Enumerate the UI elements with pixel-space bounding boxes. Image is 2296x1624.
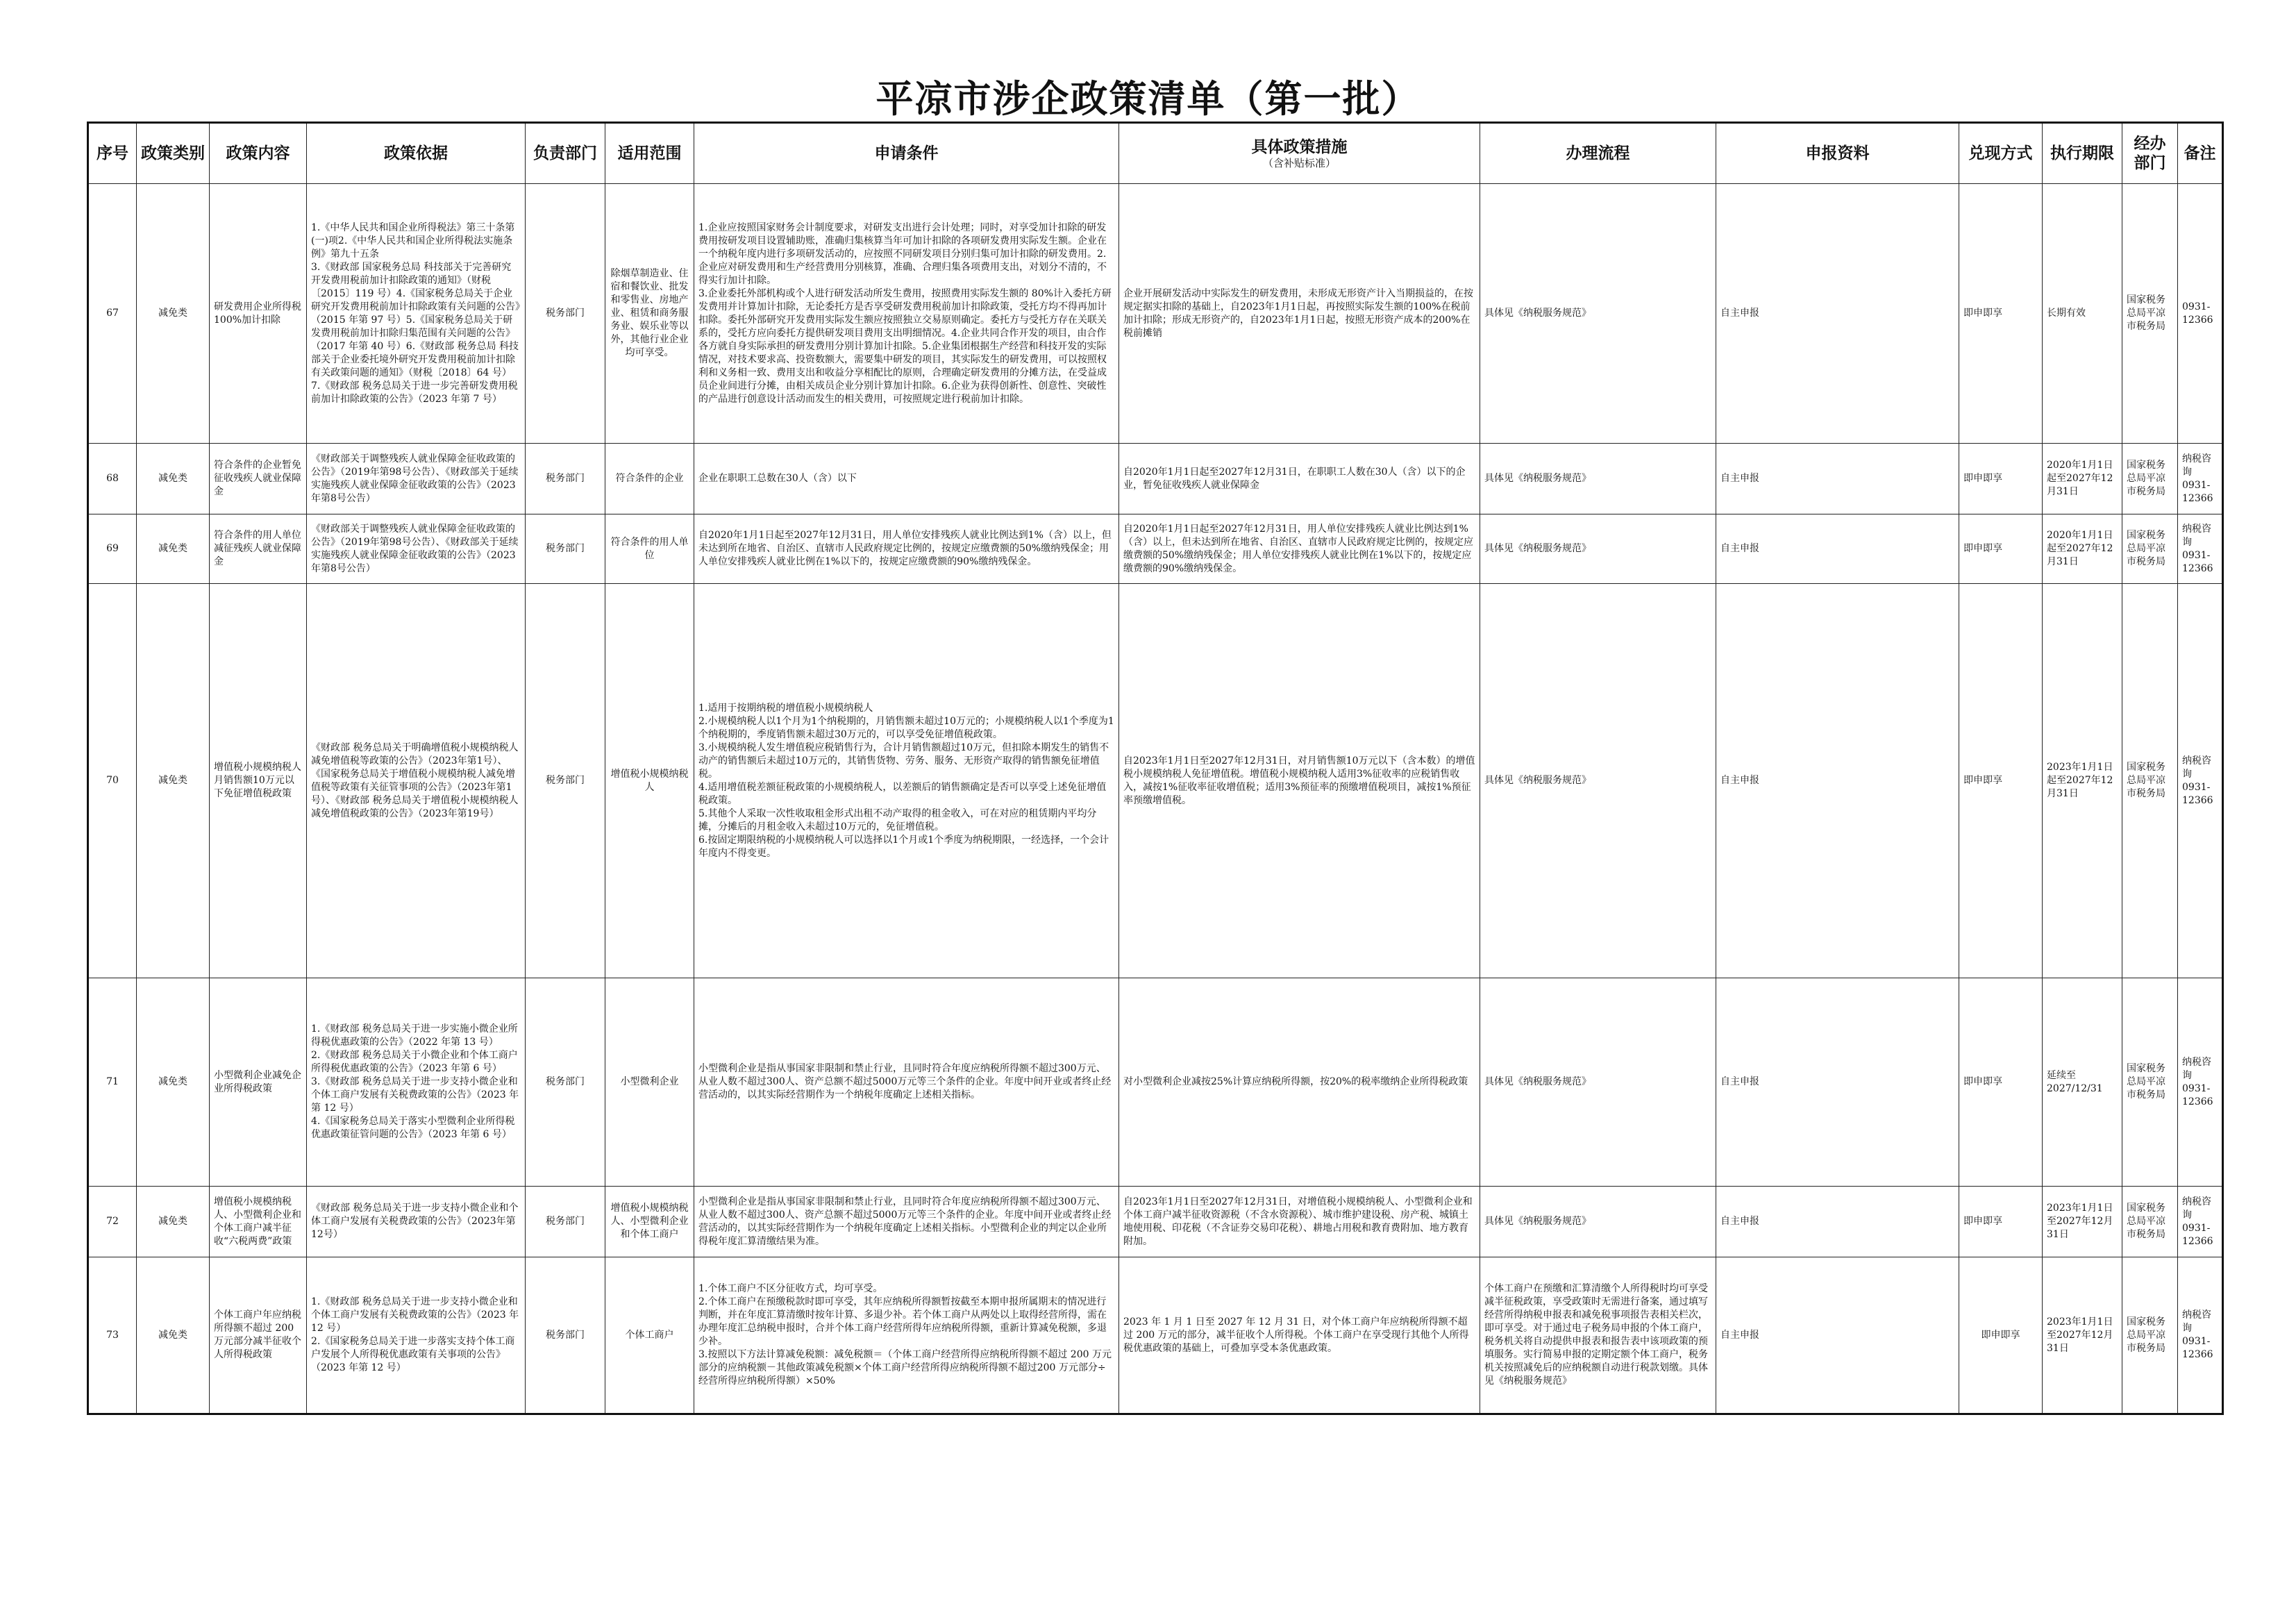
cell-note: 0931-12366 xyxy=(2178,184,2223,444)
cell-category: 减免类 xyxy=(137,444,210,514)
cell-period: 2023年1月1日起至2027年12月31日 xyxy=(2043,584,2122,978)
policy-table xyxy=(87,122,2224,1415)
cell-method: 即申即享 xyxy=(1959,184,2043,444)
cell-content: 研发费用企业所得税100%加计扣除 xyxy=(210,184,307,444)
cell-agency: 国家税务总局平凉市税务局 xyxy=(2122,444,2178,514)
col-header: 政策内容 xyxy=(210,123,307,184)
col-header: 兑现方式 xyxy=(1959,123,2043,184)
cell-materials: 自主申报 xyxy=(1716,184,1959,444)
cell-basis: 1.《财政部 税务总局关于进一步支持小微企业和个体工商户发展有关税费政策的公告》（2023 年 12 号） 2.《国家税务总局关于进一步落实支持个体工商户发展个人所得税优惠政策有关事项的公告》（2023 年第 12 号） xyxy=(307,1257,526,1414)
cell-condition: 1.个体工商户不区分征收方式，均可享受。 2.个体工商户在预缴税款时即可享受，其年应纳税所得额暂按截至本期申报所属期末的情况进行判断，并在年度汇算清缴时按年计算、多退少补。若个体工商户从两处以上取得经营所得，需在办理年度汇总纳税申报时，合并个体工商户经营所得年应纳税所得额，重新计算减免税额，多退少补。 3.按照以下方法计算减免税额：减免税额＝（个体工商户经营所得应纳税所得额不超过 200 万元部分的应纳税额－其他政策减免税额×个体工商户经营所得应纳税所得额不超过200 万元部分÷经营所得应纳税所得额）×50% xyxy=(694,1257,1119,1414)
cell-note: 纳税咨询0931-12366 xyxy=(2178,978,2223,1187)
cell-materials: 自主申报 xyxy=(1716,978,1959,1187)
cell-note: 纳税咨询0931-12366 xyxy=(2178,514,2223,584)
cell-condition: 小型微利企业是指从事国家非限制和禁止行业，且同时符合年度应纳税所得额不超过300万元、从业人数不超过300人、资产总额不超过5000万元等三个条件的企业。年度中间开业或者终止经营活动的，以其实际经营期作为一个纳税年度确定上述相关指标。 xyxy=(694,978,1119,1187)
cell-basis: 《财政部关于调整残疾人就业保障金征收政策的公告》（2019年第98号公告）、《财政部关于延续实施残疾人就业保障金征收政策的公告》（2023年第8号公告） xyxy=(307,514,526,584)
cell-scope: 符合条件的用人单位 xyxy=(605,514,694,584)
cell-process: 个体工商户在预缴和汇算清缴个人所得税时均可享受减半征税政策，享受政策时无需进行备案，通过填写经营所得纳税申报表和减免税事项报告表相关栏次，即可享受。对于通过电子税务局申报的个体工商户，税务机关将自动提供申报表和报告表中该项政策的预填服务。实行简易申报的定期定额个体工商户，税务机关按照减免后的应纳税额自动进行税款划缴。具体见《纳税服务规范》 xyxy=(1480,1257,1716,1414)
col-header: 序号 xyxy=(88,123,137,184)
cell-process: 具体见《纳税服务规范》 xyxy=(1480,444,1716,514)
cell-agency: 国家税务总局平凉市税务局 xyxy=(2122,184,2178,444)
cell-dept: 税务部门 xyxy=(526,444,605,514)
cell-condition: 1.企业应按照国家财务会计制度要求，对研发支出进行会计处理；同时，对享受加计扣除的研发费用按研发项目设置辅助账，准确归集核算当年可加计扣除的各项研发费用实际发生额。企业在一个纳税年度内进行多项研发活动的，应按照不同研发项目分别归集可加计扣除的研发费用。2.企业应对研发费用和生产经营费用分别核算，准确、合理归集各项费用支出，对划分不清的，不得实行加计扣除。 3.企业委托外部机构或个人进行研发活动所发生费用，按照费用实际发生额的 80%计入委托方研发费用并计算加计扣除，无论委托方是否享受研发费用税前加计扣除政策，受托方均不得再加计扣除。委托外部研究开发费用实际发生额应按照独立交易原则确定。委托方与受托方存在关联关系的，受托方应向委托方提供研发项目费用支出明细情况。4.企业共同合作开发的项目，由合作各方就自身实际承担的研发费用分别计算加计扣除。5.企业集团根据生产经营和科技开发的实际情况，对技术要求高、投资数额大，需要集中研发的项目，其实际发生的研发费用，可以按照权利和义务相一致、费用支出和收益分享相配比的原则，合理确定研发费用的分摊方法，在受益成员企业间进行分摊，由相关成员企业分别计算加计扣除。6.企业为获得创新性、创意性、突破性的产品进行创意设计活动而发生的相关费用，可按照规定进行税前加计扣除。 xyxy=(694,184,1119,444)
cell-scope: 增值税小规模纳税人 xyxy=(605,584,694,978)
table-row xyxy=(88,1257,2223,1414)
cell-method: 即申即享 xyxy=(1959,444,2043,514)
cell-no: 73 xyxy=(88,1257,137,1414)
cell-measure: 2023 年 1 月 1 日至 2027 年 12 月 31 日，对个体工商户年应纳税所得额不超过 200 万元的部分，减半征收个人所得税。个体工商户在享受现行其他个人所得税优惠政策的基础上，可叠加享受本条优惠政策。 xyxy=(1119,1257,1480,1414)
cell-materials: 自主申报 xyxy=(1716,584,1959,978)
cell-process: 具体见《纳税服务规范》 xyxy=(1480,184,1716,444)
cell-process: 具体见《纳税服务规范》 xyxy=(1480,978,1716,1187)
header-row xyxy=(88,123,2223,184)
col-header: 办理流程 xyxy=(1480,123,1716,184)
col-header: 执行期限 xyxy=(2043,123,2122,184)
cell-note: 纳税咨询0931-12366 xyxy=(2178,1257,2223,1414)
cell-scope: 个体工商户 xyxy=(605,1257,694,1414)
cell-method: 即申即享 xyxy=(1959,514,2043,584)
document-title: 平凉市涉企政策清单（第一批） xyxy=(875,76,1421,121)
cell-period: 延续至2027/12/31 xyxy=(2043,978,2122,1187)
cell-period: 2020年1月1日起至2027年12月31日 xyxy=(2043,444,2122,514)
table-row xyxy=(88,1187,2223,1257)
cell-basis: 《财政部 税务总局关于明确增值税小规模纳税人减免增值税等政策的公告》（2023年第1号）、《国家税务总局关于增值税小规模纳税人减免增值税等政策有关征管事项的公告》（2023年第1号）、《财政部 税务总局关于增值税小规模纳税人减免增值税政策的公告》（2023年第19号） xyxy=(307,584,526,978)
cell-note: 纳税咨询0931-12366 xyxy=(2178,1187,2223,1257)
cell-agency: 国家税务总局平凉市税务局 xyxy=(2122,584,2178,978)
table-row xyxy=(88,184,2223,444)
cell-process: 具体见《纳税服务规范》 xyxy=(1480,584,1716,978)
col-header: 政策依据 xyxy=(307,123,526,184)
cell-content: 增值税小规模纳税人、小型微利企业和个体工商户减半征收“六税两费”政策 xyxy=(210,1187,307,1257)
cell-dept: 税务部门 xyxy=(526,1187,605,1257)
cell-condition: 1.适用于按期纳税的增值税小规模纳税人 2.小规模纳税人以1个月为1个纳税期的，月销售额未超过10万元的；小规模纳税人以1个季度为1个纳税期的，季度销售额未超过30万元的，可以享受免征增值税政策。 3.小规模纳税人发生增值税应税销售行为，合计月销售额超过10万元，但扣除本期发生的销售不动产的销售额后未超过10万元的，其销售货物、劳务、服务、无形资产取得的销售额免征增值税。 4.适用增值税差额征税政策的小规模纳税人，以差额后的销售额确定是否可以享受上述免征增值税政策。 5.其他个人采取一次性收取租金形式出租不动产取得的租金收入，可在对应的租赁期内平均分摊，分摊后的月租金收入未超过10万元的，免征增值税。 6.按固定期限纳税的小规模纳税人可以选择以1个月或1个季度为纳税期限，一经选择，一个会计年度内不得变更。 xyxy=(694,584,1119,978)
cell-method: 即申即享 xyxy=(1959,584,2043,978)
cell-scope: 增值税小规模纳税人、小型微利企业和个体工商户 xyxy=(605,1187,694,1257)
cell-category: 减免类 xyxy=(137,1187,210,1257)
cell-method: 即申即享 xyxy=(1959,1187,2043,1257)
cell-dept: 税务部门 xyxy=(526,978,605,1187)
col-header: 适用范围 xyxy=(605,123,694,184)
cell-measure: 企业开展研发活动中实际发生的研发费用，未形成无形资产计入当期损益的，在按规定据实扣除的基础上，自2023年1月1日起，再按照实际发生额的100%在税前加计扣除；形成无形资产的，自2023年1月1日起，按照无形资产成本的200%在税前摊销 xyxy=(1119,184,1480,444)
cell-no: 67 xyxy=(88,184,137,444)
cell-period: 2023年1月1日至2027年12月31日 xyxy=(2043,1257,2122,1414)
cell-materials: 自主申报 xyxy=(1716,1257,1959,1414)
cell-measure: 自2023年1月1日至2027年12月31日，对月销售额10万元以下（含本数）的增值税小规模纳税人免征增值税。增值税小规模纳税人适用3%征收率的应税销售收入，减按1%征收率征收增值税；适用3%预征率的预缴增值税项目，减按1%预征率预缴增值税。 xyxy=(1119,584,1480,978)
cell-basis: 《财政部 税务总局关于进一步支持小微企业和个体工商户发展有关税费政策的公告》（2023年第12号） xyxy=(307,1187,526,1257)
col-header: 备注 xyxy=(2178,123,2223,184)
cell-category: 减免类 xyxy=(137,184,210,444)
cell-no: 69 xyxy=(88,514,137,584)
col-header: 具体政策措施 （含补贴标准） xyxy=(1119,123,1480,184)
cell-period: 2023年1月1日至2027年12月31日 xyxy=(2043,1187,2122,1257)
cell-method: 即申即享 xyxy=(1959,978,2043,1187)
cell-basis: 1.《财政部 税务总局关于进一步实施小微企业所得税优惠政策的公告》（2022 年第 13 号） 2.《财政部 税务总局关于小微企业和个体工商户所得税优惠政策的公告》（2023 年第 6 号） 3.《财政部 税务总局关于进一步支持小微企业和个体工商户发展有关税费政策的公告》（2023 年第 12 号） 4.《国家税务总局关于落实小型微利企业所得税优惠政策征管问题的公告》（2023 年第 6 号） xyxy=(307,978,526,1187)
col-header: 政策类别 xyxy=(137,123,210,184)
cell-dept: 税务部门 xyxy=(526,514,605,584)
cell-no: 72 xyxy=(88,1187,137,1257)
table-row xyxy=(88,978,2223,1187)
cell-agency: 国家税务总局平凉市税务局 xyxy=(2122,1257,2178,1414)
cell-period: 2020年1月1日起至2027年12月31日 xyxy=(2043,514,2122,584)
cell-dept: 税务部门 xyxy=(526,584,605,978)
cell-measure: 自2020年1月1日起至2027年12月31日，用人单位安排残疾人就业比例达到1%（含）以上，但未达到所在地省、自治区、直辖市人民政府规定比例的，按规定应缴费额的50%缴纳残保金；用人单位安排残疾人就业比例在1%以下的，按规定应缴费额的90%缴纳残保金。 xyxy=(1119,514,1480,584)
col-header: 申请条件 xyxy=(694,123,1119,184)
cell-process: 具体见《纳税服务规范》 xyxy=(1480,1187,1716,1257)
cell-method: 即申即享 xyxy=(1959,1257,2043,1414)
cell-materials: 自主申报 xyxy=(1716,514,1959,584)
cell-measure: 对小型微利企业减按25%计算应纳税所得额，按20%的税率缴纳企业所得税政策 xyxy=(1119,978,1480,1187)
cell-period: 长期有效 xyxy=(2043,184,2122,444)
cell-condition: 企业在职职工总数在30人（含）以下 xyxy=(694,444,1119,514)
cell-category: 减免类 xyxy=(137,978,210,1187)
cell-content: 小型微利企业减免企业所得税政策 xyxy=(210,978,307,1187)
cell-content: 增值税小规模纳税人月销售额10万元以下免征增值税政策 xyxy=(210,584,307,978)
cell-agency: 国家税务总局平凉市税务局 xyxy=(2122,514,2178,584)
cell-content: 个体工商户年应纳税所得额不超过 200 万元部分减半征收个人所得税政策 xyxy=(210,1257,307,1414)
table-row xyxy=(88,584,2223,978)
cell-materials: 自主申报 xyxy=(1716,444,1959,514)
cell-agency: 国家税务总局平凉市税务局 xyxy=(2122,978,2178,1187)
cell-content: 符合条件的企业暂免征收残疾人就业保障金 xyxy=(210,444,307,514)
cell-materials: 自主申报 xyxy=(1716,1187,1959,1257)
cell-process: 具体见《纳税服务规范》 xyxy=(1480,514,1716,584)
cell-no: 68 xyxy=(88,444,137,514)
table-row xyxy=(88,514,2223,584)
col-header: 负责部门 xyxy=(526,123,605,184)
cell-dept: 税务部门 xyxy=(526,184,605,444)
cell-category: 减免类 xyxy=(137,514,210,584)
cell-scope: 小型微利企业 xyxy=(605,978,694,1187)
col-header: 经办部门 xyxy=(2122,123,2178,184)
cell-scope: 除烟草制造业、住宿和餐饮业、批发和零售业、房地产业、租赁和商务服务业、娱乐业等以外，其他行业企业均可享受。 xyxy=(605,184,694,444)
col-header: 申报资料 xyxy=(1716,123,1959,184)
cell-no: 70 xyxy=(88,584,137,978)
cell-dept: 税务部门 xyxy=(526,1257,605,1414)
cell-measure: 自2020年1月1日起至2027年12月31日，在职职工人数在30人（含）以下的企业，暂免征收残疾人就业保障金 xyxy=(1119,444,1480,514)
cell-measure: 自2023年1月1日至2027年12月31日，对增值税小规模纳税人、小型微利企业和个体工商户减半征收资源税（不含水资源税）、城市维护建设税、房产税、城镇土地使用税、印花税（不含证券交易印花税）、耕地占用税和教育费附加、地方教育附加。 xyxy=(1119,1187,1480,1257)
cell-scope: 符合条件的企业 xyxy=(605,444,694,514)
cell-category: 减免类 xyxy=(137,584,210,978)
table-row xyxy=(88,444,2223,514)
cell-condition: 自2020年1月1日起至2027年12月31日，用人单位安排残疾人就业比例达到1%（含）以上，但未达到所在地省、自治区、直辖市人民政府规定比例的，按规定应缴费额的50%缴纳残保金；用人单位安排残疾人就业比例在1%以下的，按规定应缴费额的90%缴纳残保金。 xyxy=(694,514,1119,584)
cell-category: 减免类 xyxy=(137,1257,210,1414)
cell-note: 纳税咨询0931-12366 xyxy=(2178,584,2223,978)
cell-basis: 1.《中华人民共和国企业所得税法》第三十条第(一)项2.《中华人民共和国企业所得税法实施条例》第九十五条 3.《财政部 国家税务总局 科技部关于完善研究开发费用税前加计扣除政策的通知》（财税〔2015〕119 号）4.《国家税务总局关于企业研究开发费用税前加计扣除政策有关问题的公告》（2015 年第 97 号）5.《国家税务总局关于研发费用税前加计扣除归集范围有关问题的公告》（2017 年第 40 号）6.《财政部 税务总局 科技部关于企业委托境外研究开发费用税前加计扣除有关政策问题的通知》（财税〔2018〕64 号）7.《财政部 税务总局关于进一步完善研发费用税前加计扣除政策的公告》（2023 年第 7 号） xyxy=(307,184,526,444)
cell-condition: 小型微利企业是指从事国家非限制和禁止行业，且同时符合年度应纳税所得额不超过300万元、从业人数不超过300人、资产总额不超过5000万元等三个条件的企业。年度中间开业或者终止经营活动的，以其实际经营期作为一个纳税年度确定上述相关指标。小型微利企业的判定以企业所得税年度汇算清缴结果为准。 xyxy=(694,1187,1119,1257)
cell-agency: 国家税务总局平凉市税务局 xyxy=(2122,1187,2178,1257)
cell-content: 符合条件的用人单位减征残疾人就业保障金 xyxy=(210,514,307,584)
cell-note: 纳税咨询0931-12366 xyxy=(2178,444,2223,514)
cell-no: 71 xyxy=(88,978,137,1187)
cell-basis: 《财政部关于调整残疾人就业保障金征收政策的公告》（2019年第98号公告）、《财政部关于延续实施残疾人就业保障金征收政策的公告》（2023年第8号公告） xyxy=(307,444,526,514)
